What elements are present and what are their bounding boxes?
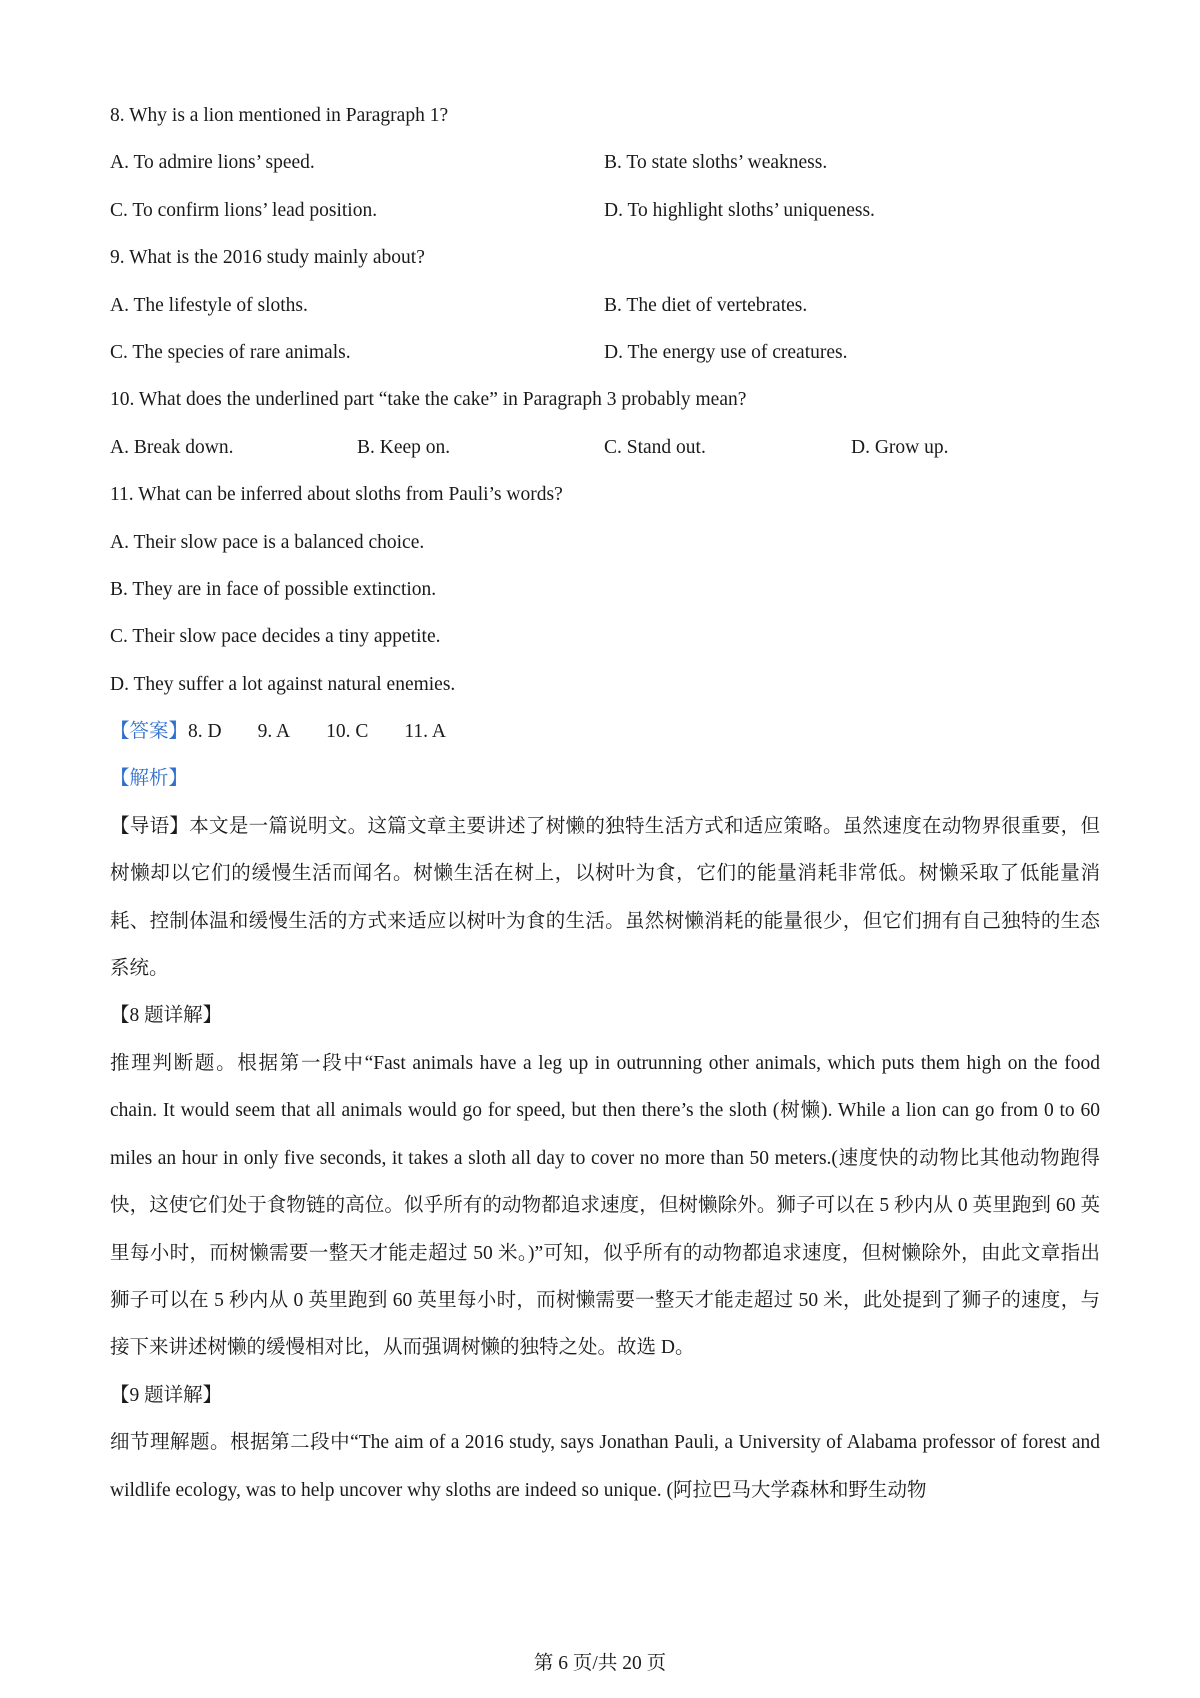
- detail-9-body: 细节理解题。根据第二段中“The aim of a 2016 study, says Jonathan Pauli, a University of Alabama professor of forest and wildlife ecology, was to help uncover why sloths are indeed so unique. (阿拉巴马大学森林和野生动物: [110, 1432, 1100, 1501]
- option-8d: D. To highlight sloths’ uniqueness.: [604, 199, 875, 221]
- option-11b: B. They are in face of possible extinction.: [110, 578, 437, 600]
- detail-8-heading: 【8 题详解】: [110, 1005, 223, 1027]
- question-9-options-row-1: [110, 282, 1100, 329]
- question-10-options: [110, 424, 1100, 471]
- option-11a: A. Their slow pace is a balanced choice.: [110, 531, 425, 553]
- option-9a: A. The lifestyle of sloths.: [110, 294, 308, 316]
- question-9-options-row-2: [110, 329, 1100, 376]
- answer-9: 9. A: [257, 721, 291, 743]
- answer-line: [110, 708, 1100, 755]
- answer-11: 11. A: [404, 721, 446, 743]
- option-10c: C. Stand out.: [604, 436, 706, 458]
- answer-10: 10. C: [326, 721, 369, 743]
- option-9b: B. The diet of vertebrates.: [604, 294, 808, 316]
- page-footer: 第 6 页/共 20 页: [533, 1653, 667, 1674]
- option-10b: B. Keep on.: [357, 436, 451, 458]
- question-9-stem: 9. What is the 2016 study mainly about?: [110, 247, 425, 269]
- analysis-label: 【解析】: [110, 768, 189, 790]
- question-8-options-row-2: [110, 187, 1100, 234]
- detail-9-heading: 【9 题详解】: [110, 1384, 223, 1406]
- question-11-stem: 11. What can be inferred about sloths from Pauli’s words?: [110, 484, 563, 506]
- question-10-stem: 10. What does the underlined part “take the cake” in Paragraph 3 probably mean?: [110, 389, 747, 411]
- question-8-stem: 8. Why is a lion mentioned in Paragraph 1?: [110, 105, 449, 126]
- option-9d: D. The energy use of creatures.: [604, 341, 848, 363]
- option-9c: C. The species of rare animals.: [110, 341, 351, 363]
- option-8a: A. To admire lions’ speed.: [110, 152, 315, 174]
- option-8c: C. To confirm lions’ lead position.: [110, 199, 378, 221]
- option-10d: D. Grow up.: [851, 436, 949, 458]
- intro-paragraph: 【导语】本文是一篇说明文。这篇文章主要讲述了树懒的独特生活方式和适应策略。虽然速度在动物界很重要，但树懒却以它们的缓慢生活而闻名。树懒生活在树上，以树叶为食，它们的能量消耗非常低。树懒采取了低能量消耗、控制体温和缓慢生活的方式来适应以树叶为食的生活。虽然树懒消耗的能量很少，但它们拥有自己独特的生态系统。: [110, 815, 1100, 980]
- answer-8: 8. D: [188, 721, 222, 743]
- answer-label: 【答案】: [110, 721, 189, 743]
- option-11d: D. They suffer a lot against natural enemies.: [110, 673, 456, 695]
- document-page: [110, 92, 1100, 1514]
- option-10a: A. Break down.: [110, 436, 234, 458]
- option-8b: B. To state sloths’ weakness.: [604, 152, 828, 174]
- option-11c: C. Their slow pace decides a tiny appetite.: [110, 626, 441, 648]
- detail-8-body: 推理判断题。根据第一段中“Fast animals have a leg up in outrunning other animals, which puts them high on the food chain. It would seem that all animals would go for speed, but then there’s the sloth (树懒). While a lion can go from 0 to 60 miles an hour in only five seconds, it takes a sloth all day to cover no more than 50 meters.(速度快的动物比其他动物跑得快，这使它们处于食物链的高位。似乎所有的动物都追求速度，但树懒除外。狮子可以在 5 秒内从 0 英里跑到 60 英里每小时，而树懒需要一整天才能走超过 50 米。)”可知，似乎所有的动物都追求速度，但树懒除外，由此文章指出狮子可以在 5 秒内从 0 英里跑到 60 英里每小时，而树懒需要一整天才能走超过 50 米，此处提到了狮子的速度，与接下来讲述树懒的缓慢相对比，从而强调树懒的独特之处。故选 D。: [110, 1052, 1100, 1359]
- question-8-options-row-1: [110, 139, 1100, 186]
